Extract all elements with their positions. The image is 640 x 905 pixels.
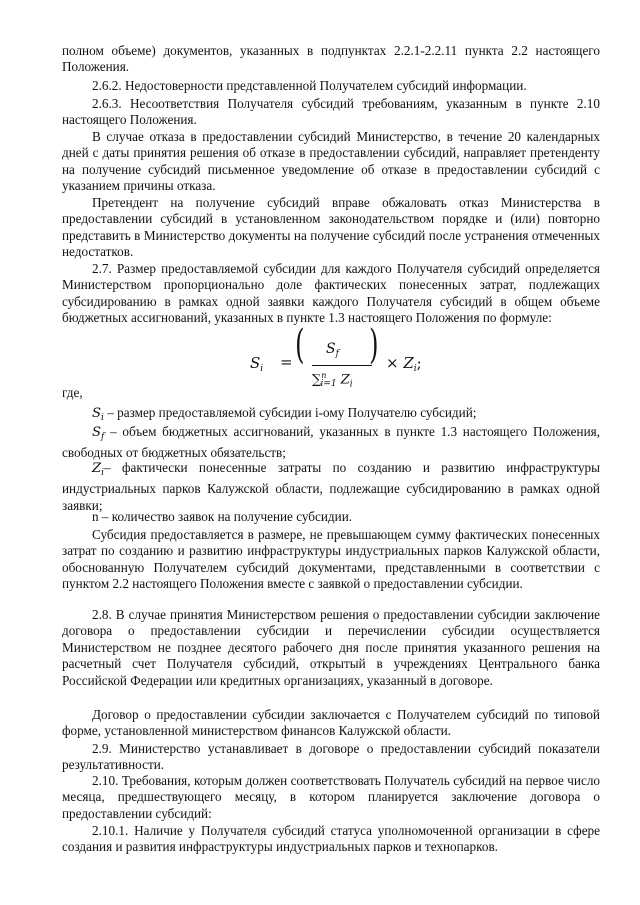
formula-numerator: $S_f$: [326, 341, 339, 359]
paragraph-refusal: В случае отказа в предоставлении субсидий Министерство, в течение 20 календарных дней с даты принятия решения об отказе в предоставлении субсидий, направляет претенденту на получение субсидий письменное уведомление об отказе в предоставлении субсидий с указанием причины отказа.: [62, 129, 600, 194]
paragraph-2-10: 2.10. Требования, которым должен соответствовать Получатель субсидий на первое число месяца, предшествующего месяцу, в котором планируется заключение договора о предоставлении субсидий:: [62, 773, 600, 821]
paragraph-documents-tail: полном объеме) документов, указанных в подпунктах 2.2.1-2.2.11 пункта 2.2 настоящего Положения.: [62, 43, 600, 75]
formula-lhs: $S_i$: [250, 354, 264, 374]
formula-tail: × $Z_i$;: [386, 354, 422, 374]
paragraph-2-7: 2.7. Размер предоставляемой субсидии для каждого Получателя субсидий определяется Министерством пропорционально доле фактических понесенных затрат, подлежащих субсидированию в рамках одной заявки каждого Получателя субсидий в общем объеме бюджетных ассигнований, указанных в пункте 1.3 настоящего Положения по формуле:: [62, 261, 600, 326]
definition-si: $S_i$ – размер предоставляемой субсидии i-ому Получателю субсидий;: [92, 405, 477, 423]
paragraph-2-9: 2.9. Министерство устанавливает в договоре о предоставлении субсидий показатели результативности.: [62, 741, 600, 773]
formula-denominator: ∑$^n_{i=1}$ $Z_i$: [312, 371, 353, 390]
paragraph-subsidy-size: Субсидия предоставляется в размере, не превышающем сумму фактических понесенных затрат по созданию и развитию инфраструктуры индустриальных парков Калужской области, обоснованную Получателем субсидий документами, представленными в соответствии с пунктом 2.2 настоящего Положения вместе с заявкой о предоставлении субсидии.: [62, 527, 600, 592]
formula-equals: =: [280, 353, 293, 371]
paragraph-2-6-3: 2.6.3. Несоответствия Получателя субсидий требованиям, указанным в пункте 2.10 настоящего Положения.: [62, 96, 600, 128]
paragraph-2-8: 2.8. В случае принятия Министерством решения о предоставлении субсидии заключение договора о предоставлении субсидии и перечислении субсидии осуществляется Министерством не позднее десятого рабочего дня после принятия указанного решения на расчетный счет Получателя субсидий, открытый в учреждениях Центрального банка Российской Федерации или кредитных организациях, указанный в договоре.: [62, 607, 600, 688]
definition-sf: $S_f$ – объем бюджетных ассигнований, указанных в пункте 1.3 настоящего Положения, свободных от бюджетных обязательств;: [62, 424, 600, 461]
paragraph-2-6-2: 2.6.2. Недостоверности представленной Получателем субсидий информации.: [92, 78, 527, 93]
formula-left-paren: (: [295, 322, 305, 368]
paragraph-agreement: Договор о предоставлении субсидии заключается с Получателем субсидий по типовой форме, установленной министерством финансов Калужской области.: [62, 707, 600, 739]
definition-n: n – количество заявок на получение субсидии.: [92, 509, 353, 524]
definition-zi: $Z_i-$ фактически понесенные затраты по созданию и развитию инфраструктуры индустриальных парков Калужской области, подлежащие субсидированию в рамках одной заявки;: [62, 460, 600, 513]
paragraph-appeal: Претендент на получение субсидий вправе обжаловать отказ Министерства в предоставлении субсидий в установленном законодательством порядке и (или) повторно представить в Министерство документы на получение субсидий после устранения отмеченных недостатков.: [62, 195, 600, 260]
formula-fraction-bar: [312, 365, 372, 366]
where-label: где,: [62, 385, 83, 400]
paragraph-2-10-1: 2.10.1. Наличие у Получателя субсидий статуса уполномоченной организации в сфере создания и развития инфраструктуры индустриальных парков и технопарков.: [62, 823, 600, 855]
formula-right-paren: ): [369, 322, 379, 368]
